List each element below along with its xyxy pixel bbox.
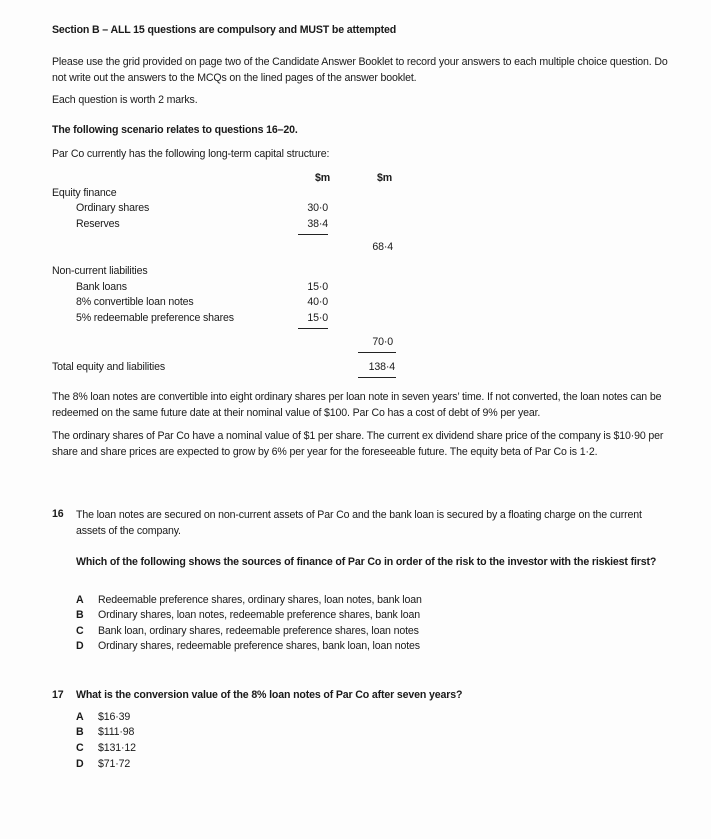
option-text: Ordinary shares, redeemable preference shares, bank loan, loan notes bbox=[98, 640, 420, 652]
ordinary-shares-value: 30·0 bbox=[307, 202, 328, 214]
equity-subtotal-rule bbox=[298, 234, 328, 235]
option-text: $71·72 bbox=[98, 758, 131, 770]
loan-note-paragraph: The 8% loan notes are convertible into eight ordinary shares per loan note in seven years’ time. If not converted, the loan notes can be redeemed on the same future date at their nominal value of $100. Par Co has a cost of debt of 9% per year. bbox=[52, 391, 662, 419]
option-letter: C bbox=[76, 625, 84, 637]
col2-header: $m bbox=[376, 172, 392, 184]
option-d[interactable] bbox=[76, 640, 420, 652]
option-letter: B bbox=[76, 726, 84, 738]
option-letter: D bbox=[76, 758, 84, 770]
reserves-value: 38·4 bbox=[307, 218, 328, 230]
equity-heading: Equity finance bbox=[52, 187, 117, 199]
ncl-heading: Non-current liabilities bbox=[52, 265, 148, 277]
ncl-subtotal-rule bbox=[298, 328, 328, 329]
option-text: $16·39 bbox=[98, 711, 131, 723]
option-a[interactable] bbox=[76, 711, 130, 723]
option-c[interactable] bbox=[76, 625, 419, 637]
option-text: $111·98 bbox=[98, 726, 135, 738]
equity-total: 68·4 bbox=[372, 241, 393, 253]
scenario-intro: The following scenario relates to questions 16–20. bbox=[52, 124, 298, 136]
option-b[interactable] bbox=[76, 609, 420, 621]
total-value: 138·4 bbox=[368, 361, 395, 373]
option-text: Bank loan, ordinary shares, redeemable preference shares, loan notes bbox=[98, 625, 419, 637]
total-label: Total equity and liabilities bbox=[52, 361, 165, 373]
question-text: Which of the following shows the sources of finance of Par Co in order of the risk to the investor with the riskiest first? bbox=[76, 556, 657, 568]
ordinary-shares-label: Ordinary shares bbox=[76, 202, 150, 214]
option-text: $131·12 bbox=[98, 742, 136, 754]
question-stem: The loan notes are secured on non-current assets of Par Co and the bank loan is secured by a floating charge on the current assets of the company. bbox=[76, 509, 642, 537]
option-text: Ordinary shares, loan notes, redeemable preference shares, bank loan bbox=[98, 609, 420, 621]
shares-paragraph: The ordinary shares of Par Co have a nominal value of $1 per share. The current ex dividend share price of the company is $10·90 per share and share prices are expected to grow by 6% per year for the foreseeable future. The equity beta of Par Co is 1·2. bbox=[52, 430, 664, 458]
total-bottom-rule bbox=[358, 377, 396, 378]
convertible-value: 40·0 bbox=[307, 296, 328, 308]
option-b[interactable] bbox=[76, 726, 134, 738]
question-number: 17 bbox=[52, 689, 64, 701]
question-number: 16 bbox=[52, 508, 64, 520]
option-letter: C bbox=[76, 742, 84, 754]
option-letter: D bbox=[76, 640, 84, 652]
question-text: What is the conversion value of the 8% loan notes of Par Co after seven years? bbox=[76, 689, 463, 701]
marks-note: Each question is worth 2 marks. bbox=[52, 94, 198, 106]
instructions-text: Please use the grid provided on page two of the Candidate Answer Booklet to record your answers to each multiple choice question. Do not write out the answers to the MCQs on the lined pages of the answer booklet. bbox=[52, 56, 668, 84]
bank-loans-label: Bank loans bbox=[76, 281, 127, 293]
option-letter: B bbox=[76, 609, 84, 621]
option-text: Redeemable preference shares, ordinary shares, loan notes, bank loan bbox=[98, 594, 422, 606]
option-letter: A bbox=[76, 711, 84, 723]
structure-intro: Par Co currently has the following long-term capital structure: bbox=[52, 148, 330, 160]
section-heading: Section B – ALL 15 questions are compulsory and MUST be attempted bbox=[52, 24, 397, 36]
preference-label: 5% redeemable preference shares bbox=[76, 312, 234, 324]
ncl-total: 70·0 bbox=[372, 336, 393, 348]
preference-value: 15·0 bbox=[307, 312, 328, 324]
option-d[interactable] bbox=[76, 758, 130, 770]
reserves-label: Reserves bbox=[76, 218, 120, 230]
option-a[interactable] bbox=[76, 594, 422, 606]
total-top-rule bbox=[358, 352, 396, 353]
option-c[interactable] bbox=[76, 742, 136, 754]
bank-loans-value: 15·0 bbox=[307, 281, 328, 293]
option-letter: A bbox=[76, 594, 84, 606]
convertible-label: 8% convertible loan notes bbox=[76, 296, 194, 308]
col1-header: $m bbox=[314, 172, 330, 184]
